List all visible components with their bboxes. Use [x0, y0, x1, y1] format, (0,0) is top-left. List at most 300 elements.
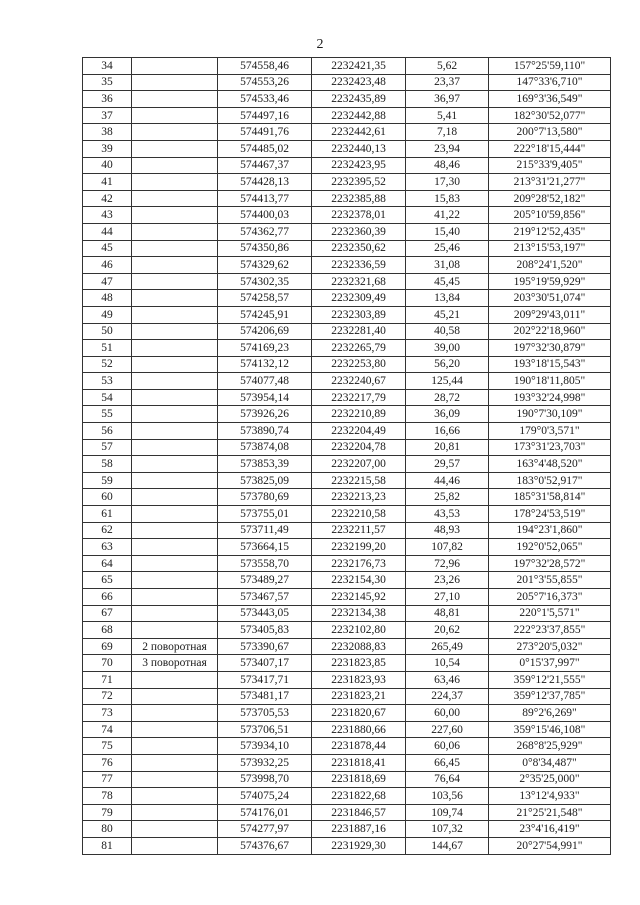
y-coordinate-cell: 2232309,49 — [312, 290, 406, 307]
point-number-cell: 48 — [83, 290, 132, 307]
point-number-cell: 40 — [83, 157, 132, 174]
table-row — [83, 804, 611, 821]
table-row — [83, 539, 611, 556]
y-coordinate-cell: 2231823,85 — [312, 655, 406, 672]
direction-angle-cell: 169°3'36,549" — [489, 91, 611, 108]
y-coordinate-cell: 2231887,16 — [312, 821, 406, 838]
point-note-cell — [132, 207, 218, 224]
y-coordinate-cell: 2232240,67 — [312, 373, 406, 390]
table-row — [83, 721, 611, 738]
segment-length-cell: 20,62 — [406, 622, 489, 639]
point-number-cell: 43 — [83, 207, 132, 224]
segment-length-cell: 63,46 — [406, 671, 489, 688]
direction-angle-cell: 190°18'11,805" — [489, 373, 611, 390]
y-coordinate-cell: 2232199,20 — [312, 539, 406, 556]
point-note-cell — [132, 58, 218, 75]
segment-length-cell: 44,46 — [406, 472, 489, 489]
point-number-cell: 66 — [83, 589, 132, 606]
point-number-cell: 38 — [83, 124, 132, 141]
segment-length-cell: 15,40 — [406, 223, 489, 240]
table-row — [83, 124, 611, 141]
point-note-cell — [132, 174, 218, 191]
point-note-cell — [132, 539, 218, 556]
segment-length-cell: 40,58 — [406, 323, 489, 340]
table-row — [83, 306, 611, 323]
table-row — [83, 506, 611, 523]
table-row — [83, 373, 611, 390]
segment-length-cell: 103,56 — [406, 788, 489, 805]
x-coordinate-cell: 573825,09 — [218, 472, 312, 489]
point-number-cell: 36 — [83, 91, 132, 108]
table-body — [83, 58, 611, 855]
point-number-cell: 46 — [83, 257, 132, 274]
segment-length-cell: 43,53 — [406, 506, 489, 523]
x-coordinate-cell: 574413,77 — [218, 190, 312, 207]
y-coordinate-cell: 2232421,35 — [312, 58, 406, 75]
x-coordinate-cell: 573874,08 — [218, 439, 312, 456]
table-row — [83, 638, 611, 655]
y-coordinate-cell: 2231820,67 — [312, 705, 406, 722]
point-note-cell — [132, 456, 218, 473]
x-coordinate-cell: 573998,70 — [218, 771, 312, 788]
x-coordinate-cell: 573890,74 — [218, 423, 312, 440]
direction-angle-cell: 213°31'21,277" — [489, 174, 611, 191]
table-row — [83, 472, 611, 489]
y-coordinate-cell: 2232145,92 — [312, 589, 406, 606]
x-coordinate-cell: 574302,35 — [218, 273, 312, 290]
segment-length-cell: 7,18 — [406, 124, 489, 141]
x-coordinate-cell: 574362,77 — [218, 223, 312, 240]
x-coordinate-cell: 574400,03 — [218, 207, 312, 224]
y-coordinate-cell: 2232378,01 — [312, 207, 406, 224]
y-coordinate-cell: 2232350,62 — [312, 240, 406, 257]
y-coordinate-cell: 2232385,88 — [312, 190, 406, 207]
segment-length-cell: 72,96 — [406, 555, 489, 572]
point-note-cell — [132, 323, 218, 340]
x-coordinate-cell: 573489,27 — [218, 572, 312, 589]
point-note-cell — [132, 605, 218, 622]
table-row — [83, 223, 611, 240]
x-coordinate-cell: 574132,12 — [218, 356, 312, 373]
point-note-cell — [132, 622, 218, 639]
y-coordinate-cell: 2232265,79 — [312, 340, 406, 357]
direction-angle-cell: 157°25'59,110" — [489, 58, 611, 75]
point-note-cell — [132, 190, 218, 207]
point-number-cell: 57 — [83, 439, 132, 456]
y-coordinate-cell: 2232423,48 — [312, 74, 406, 91]
x-coordinate-cell: 573705,53 — [218, 705, 312, 722]
direction-angle-cell: 201°3'55,855" — [489, 572, 611, 589]
y-coordinate-cell: 2232442,61 — [312, 124, 406, 141]
direction-angle-cell: 147°33'6,710" — [489, 74, 611, 91]
table-row — [83, 58, 611, 75]
table-row — [83, 140, 611, 157]
segment-length-cell: 23,26 — [406, 572, 489, 589]
segment-length-cell: 76,64 — [406, 771, 489, 788]
y-coordinate-cell: 2232204,49 — [312, 423, 406, 440]
direction-angle-cell: 182°30'52,077" — [489, 107, 611, 124]
point-number-cell: 62 — [83, 522, 132, 539]
table-row — [83, 655, 611, 672]
x-coordinate-cell: 574533,46 — [218, 91, 312, 108]
y-coordinate-cell: 2232360,39 — [312, 223, 406, 240]
point-note-cell — [132, 340, 218, 357]
segment-length-cell: 224,37 — [406, 688, 489, 705]
point-number-cell: 63 — [83, 539, 132, 556]
table-row — [83, 323, 611, 340]
x-coordinate-cell: 573558,70 — [218, 555, 312, 572]
point-note-cell — [132, 107, 218, 124]
x-coordinate-cell: 573481,17 — [218, 688, 312, 705]
point-note-cell — [132, 771, 218, 788]
point-number-cell: 50 — [83, 323, 132, 340]
point-note-cell: 2 поворотная — [132, 638, 218, 655]
y-coordinate-cell: 2232134,38 — [312, 605, 406, 622]
point-note-cell — [132, 439, 218, 456]
x-coordinate-cell: 573711,49 — [218, 522, 312, 539]
direction-angle-cell: 220°1'5,571" — [489, 605, 611, 622]
direction-angle-cell: 2°35'25,000" — [489, 771, 611, 788]
direction-angle-cell: 193°32'24,998" — [489, 389, 611, 406]
table-row — [83, 605, 611, 622]
table-row — [83, 837, 611, 854]
point-number-cell: 70 — [83, 655, 132, 672]
direction-angle-cell: 195°19'59,929" — [489, 273, 611, 290]
table-row — [83, 423, 611, 440]
point-number-cell: 53 — [83, 373, 132, 390]
segment-length-cell: 20,81 — [406, 439, 489, 456]
direction-angle-cell: 222°23'37,855" — [489, 622, 611, 639]
direction-angle-cell: 13°12'4,933" — [489, 788, 611, 805]
point-number-cell: 44 — [83, 223, 132, 240]
table-row — [83, 821, 611, 838]
x-coordinate-cell: 573390,67 — [218, 638, 312, 655]
segment-length-cell: 60,00 — [406, 705, 489, 722]
segment-length-cell: 265,49 — [406, 638, 489, 655]
point-note-cell — [132, 74, 218, 91]
direction-angle-cell: 205°10'59,856" — [489, 207, 611, 224]
point-note-cell — [132, 290, 218, 307]
point-note-cell — [132, 721, 218, 738]
y-coordinate-cell: 2231878,44 — [312, 738, 406, 755]
y-coordinate-cell: 2232204,78 — [312, 439, 406, 456]
table-row — [83, 771, 611, 788]
point-note-cell — [132, 306, 218, 323]
direction-angle-cell: 178°24'53,519" — [489, 506, 611, 523]
point-note-cell — [132, 91, 218, 108]
x-coordinate-cell: 574206,69 — [218, 323, 312, 340]
direction-angle-cell: 173°31'23,703" — [489, 439, 611, 456]
direction-angle-cell: 193°18'15,543" — [489, 356, 611, 373]
y-coordinate-cell: 2232207,00 — [312, 456, 406, 473]
table-row — [83, 157, 611, 174]
point-note-cell — [132, 788, 218, 805]
point-note-cell — [132, 223, 218, 240]
direction-angle-cell: 89°2'6,269" — [489, 705, 611, 722]
table-row — [83, 489, 611, 506]
segment-length-cell: 39,00 — [406, 340, 489, 357]
segment-length-cell: 48,81 — [406, 605, 489, 622]
point-note-cell — [132, 356, 218, 373]
direction-angle-cell: 203°30'51,074" — [489, 290, 611, 307]
table-row — [83, 754, 611, 771]
direction-angle-cell: 197°32'28,572" — [489, 555, 611, 572]
point-number-cell: 72 — [83, 688, 132, 705]
direction-angle-cell: 185°31'58,814" — [489, 489, 611, 506]
table-row — [83, 788, 611, 805]
table-row — [83, 74, 611, 91]
table-row — [83, 174, 611, 191]
point-number-cell: 55 — [83, 406, 132, 423]
point-note-cell — [132, 821, 218, 838]
y-coordinate-cell: 2231822,68 — [312, 788, 406, 805]
point-note-cell — [132, 671, 218, 688]
table-row — [83, 273, 611, 290]
x-coordinate-cell: 573407,17 — [218, 655, 312, 672]
y-coordinate-cell: 2232395,52 — [312, 174, 406, 191]
point-number-cell: 61 — [83, 506, 132, 523]
direction-angle-cell: 213°15'53,197" — [489, 240, 611, 257]
table-row — [83, 207, 611, 224]
table-row — [83, 572, 611, 589]
y-coordinate-cell: 2232102,80 — [312, 622, 406, 639]
segment-length-cell: 107,82 — [406, 539, 489, 556]
direction-angle-cell: 163°4'48,520" — [489, 456, 611, 473]
y-coordinate-cell: 2232435,89 — [312, 91, 406, 108]
direction-angle-cell: 205°7'16,373" — [489, 589, 611, 606]
direction-angle-cell: 208°24'1,520" — [489, 257, 611, 274]
segment-length-cell: 125,44 — [406, 373, 489, 390]
y-coordinate-cell: 2231846,57 — [312, 804, 406, 821]
direction-angle-cell: 268°8'25,929" — [489, 738, 611, 755]
y-coordinate-cell: 2232303,89 — [312, 306, 406, 323]
y-coordinate-cell: 2231880,66 — [312, 721, 406, 738]
point-note-cell — [132, 738, 218, 755]
x-coordinate-cell: 574491,76 — [218, 124, 312, 141]
point-note-cell — [132, 389, 218, 406]
table-row — [83, 688, 611, 705]
segment-length-cell: 5,62 — [406, 58, 489, 75]
point-number-cell: 59 — [83, 472, 132, 489]
point-number-cell: 60 — [83, 489, 132, 506]
segment-length-cell: 45,45 — [406, 273, 489, 290]
point-number-cell: 73 — [83, 705, 132, 722]
point-note-cell — [132, 406, 218, 423]
table-row — [83, 522, 611, 539]
x-coordinate-cell: 574558,46 — [218, 58, 312, 75]
direction-angle-cell: 202°22'18,960" — [489, 323, 611, 340]
direction-angle-cell: 209°29'43,011" — [489, 306, 611, 323]
point-number-cell: 75 — [83, 738, 132, 755]
y-coordinate-cell: 2232442,88 — [312, 107, 406, 124]
direction-angle-cell: 194°23'1,860" — [489, 522, 611, 539]
point-number-cell: 34 — [83, 58, 132, 75]
table-row — [83, 257, 611, 274]
point-note-cell — [132, 140, 218, 157]
x-coordinate-cell: 573417,71 — [218, 671, 312, 688]
point-note-cell — [132, 373, 218, 390]
y-coordinate-cell: 2231929,30 — [312, 837, 406, 854]
point-note-cell — [132, 273, 218, 290]
direction-angle-cell: 209°28'52,182" — [489, 190, 611, 207]
x-coordinate-cell: 574553,26 — [218, 74, 312, 91]
point-number-cell: 45 — [83, 240, 132, 257]
y-coordinate-cell: 2232253,80 — [312, 356, 406, 373]
point-note-cell — [132, 837, 218, 854]
direction-angle-cell: 219°12'52,435" — [489, 223, 611, 240]
x-coordinate-cell: 573443,05 — [218, 605, 312, 622]
y-coordinate-cell: 2231818,69 — [312, 771, 406, 788]
direction-angle-cell: 197°32'30,879" — [489, 340, 611, 357]
point-number-cell: 58 — [83, 456, 132, 473]
point-number-cell: 37 — [83, 107, 132, 124]
point-note-cell — [132, 688, 218, 705]
direction-angle-cell: 192°0'52,065" — [489, 539, 611, 556]
segment-length-cell: 16,66 — [406, 423, 489, 440]
direction-angle-cell: 183°0'52,917" — [489, 472, 611, 489]
segment-length-cell: 17,30 — [406, 174, 489, 191]
direction-angle-cell: 20°27'54,991" — [489, 837, 611, 854]
point-note-cell — [132, 804, 218, 821]
direction-angle-cell: 215°33'9,405" — [489, 157, 611, 174]
point-number-cell: 67 — [83, 605, 132, 622]
point-note-cell — [132, 589, 218, 606]
x-coordinate-cell: 573926,26 — [218, 406, 312, 423]
y-coordinate-cell: 2232423,95 — [312, 157, 406, 174]
x-coordinate-cell: 573954,14 — [218, 389, 312, 406]
table-row — [83, 107, 611, 124]
table-row — [83, 190, 611, 207]
segment-length-cell: 29,57 — [406, 456, 489, 473]
segment-length-cell: 5,41 — [406, 107, 489, 124]
y-coordinate-cell: 2232217,79 — [312, 389, 406, 406]
y-coordinate-cell: 2232088,83 — [312, 638, 406, 655]
direction-angle-cell: 200°7'13,580" — [489, 124, 611, 141]
point-number-cell: 52 — [83, 356, 132, 373]
point-number-cell: 76 — [83, 754, 132, 771]
point-number-cell: 68 — [83, 622, 132, 639]
segment-length-cell: 144,67 — [406, 837, 489, 854]
point-note-cell — [132, 240, 218, 257]
y-coordinate-cell: 2232210,89 — [312, 406, 406, 423]
point-number-cell: 78 — [83, 788, 132, 805]
point-note-cell — [132, 257, 218, 274]
table-row — [83, 671, 611, 688]
point-note-cell: 3 поворотная — [132, 655, 218, 672]
y-coordinate-cell: 2232281,40 — [312, 323, 406, 340]
table-row — [83, 240, 611, 257]
y-coordinate-cell: 2232213,23 — [312, 489, 406, 506]
segment-length-cell: 31,08 — [406, 257, 489, 274]
segment-length-cell: 15,83 — [406, 190, 489, 207]
point-number-cell: 81 — [83, 837, 132, 854]
table-row — [83, 356, 611, 373]
page-number: 2 — [316, 37, 324, 52]
direction-angle-cell: 0°8'34,487" — [489, 754, 611, 771]
point-number-cell: 77 — [83, 771, 132, 788]
table-row — [83, 705, 611, 722]
segment-length-cell: 25,82 — [406, 489, 489, 506]
x-coordinate-cell: 574329,62 — [218, 257, 312, 274]
y-coordinate-cell: 2232211,57 — [312, 522, 406, 539]
direction-angle-cell: 190°7'30,109" — [489, 406, 611, 423]
x-coordinate-cell: 573664,15 — [218, 539, 312, 556]
y-coordinate-cell: 2232336,59 — [312, 257, 406, 274]
direction-angle-cell: 222°18'15,444" — [489, 140, 611, 157]
x-coordinate-cell: 574258,57 — [218, 290, 312, 307]
point-number-cell: 35 — [83, 74, 132, 91]
segment-length-cell: 41,22 — [406, 207, 489, 224]
table-row — [83, 555, 611, 572]
x-coordinate-cell: 574277,97 — [218, 821, 312, 838]
table-row — [83, 290, 611, 307]
x-coordinate-cell: 574428,13 — [218, 174, 312, 191]
x-coordinate-cell: 574176,01 — [218, 804, 312, 821]
point-number-cell: 41 — [83, 174, 132, 191]
y-coordinate-cell: 2231823,93 — [312, 671, 406, 688]
direction-angle-cell: 273°20'5,032" — [489, 638, 611, 655]
x-coordinate-cell: 573706,51 — [218, 721, 312, 738]
point-number-cell: 64 — [83, 555, 132, 572]
point-note-cell — [132, 572, 218, 589]
segment-length-cell: 36,97 — [406, 91, 489, 108]
point-number-cell: 54 — [83, 389, 132, 406]
table-row — [83, 91, 611, 108]
direction-angle-cell: 359°12'21,555" — [489, 671, 611, 688]
table-row — [83, 439, 611, 456]
y-coordinate-cell: 2232210,58 — [312, 506, 406, 523]
segment-length-cell: 13,84 — [406, 290, 489, 307]
segment-length-cell: 28,72 — [406, 389, 489, 406]
table-row — [83, 340, 611, 357]
point-number-cell: 79 — [83, 804, 132, 821]
point-number-cell: 71 — [83, 671, 132, 688]
x-coordinate-cell: 574485,02 — [218, 140, 312, 157]
x-coordinate-cell: 573467,57 — [218, 589, 312, 606]
y-coordinate-cell: 2232176,73 — [312, 555, 406, 572]
point-number-cell: 42 — [83, 190, 132, 207]
point-number-cell: 69 — [83, 638, 132, 655]
x-coordinate-cell: 573934,10 — [218, 738, 312, 755]
segment-length-cell: 23,37 — [406, 74, 489, 91]
direction-angle-cell: 23°4'16,419" — [489, 821, 611, 838]
segment-length-cell: 227,60 — [406, 721, 489, 738]
point-note-cell — [132, 555, 218, 572]
point-number-cell: 65 — [83, 572, 132, 589]
segment-length-cell: 48,93 — [406, 522, 489, 539]
x-coordinate-cell: 574245,91 — [218, 306, 312, 323]
segment-length-cell: 45,21 — [406, 306, 489, 323]
y-coordinate-cell: 2232321,68 — [312, 273, 406, 290]
direction-angle-cell: 0°15'37,997" — [489, 655, 611, 672]
x-coordinate-cell: 573405,83 — [218, 622, 312, 639]
x-coordinate-cell: 574077,48 — [218, 373, 312, 390]
x-coordinate-cell: 574376,67 — [218, 837, 312, 854]
x-coordinate-cell: 574169,23 — [218, 340, 312, 357]
x-coordinate-cell: 573755,01 — [218, 506, 312, 523]
segment-length-cell: 23,94 — [406, 140, 489, 157]
x-coordinate-cell: 573932,25 — [218, 754, 312, 771]
segment-length-cell: 60,06 — [406, 738, 489, 755]
direction-angle-cell: 359°15'46,108" — [489, 721, 611, 738]
point-note-cell — [132, 157, 218, 174]
point-note-cell — [132, 472, 218, 489]
y-coordinate-cell: 2231823,21 — [312, 688, 406, 705]
point-number-cell: 39 — [83, 140, 132, 157]
point-note-cell — [132, 522, 218, 539]
y-coordinate-cell: 2232215,58 — [312, 472, 406, 489]
segment-length-cell: 36,09 — [406, 406, 489, 423]
